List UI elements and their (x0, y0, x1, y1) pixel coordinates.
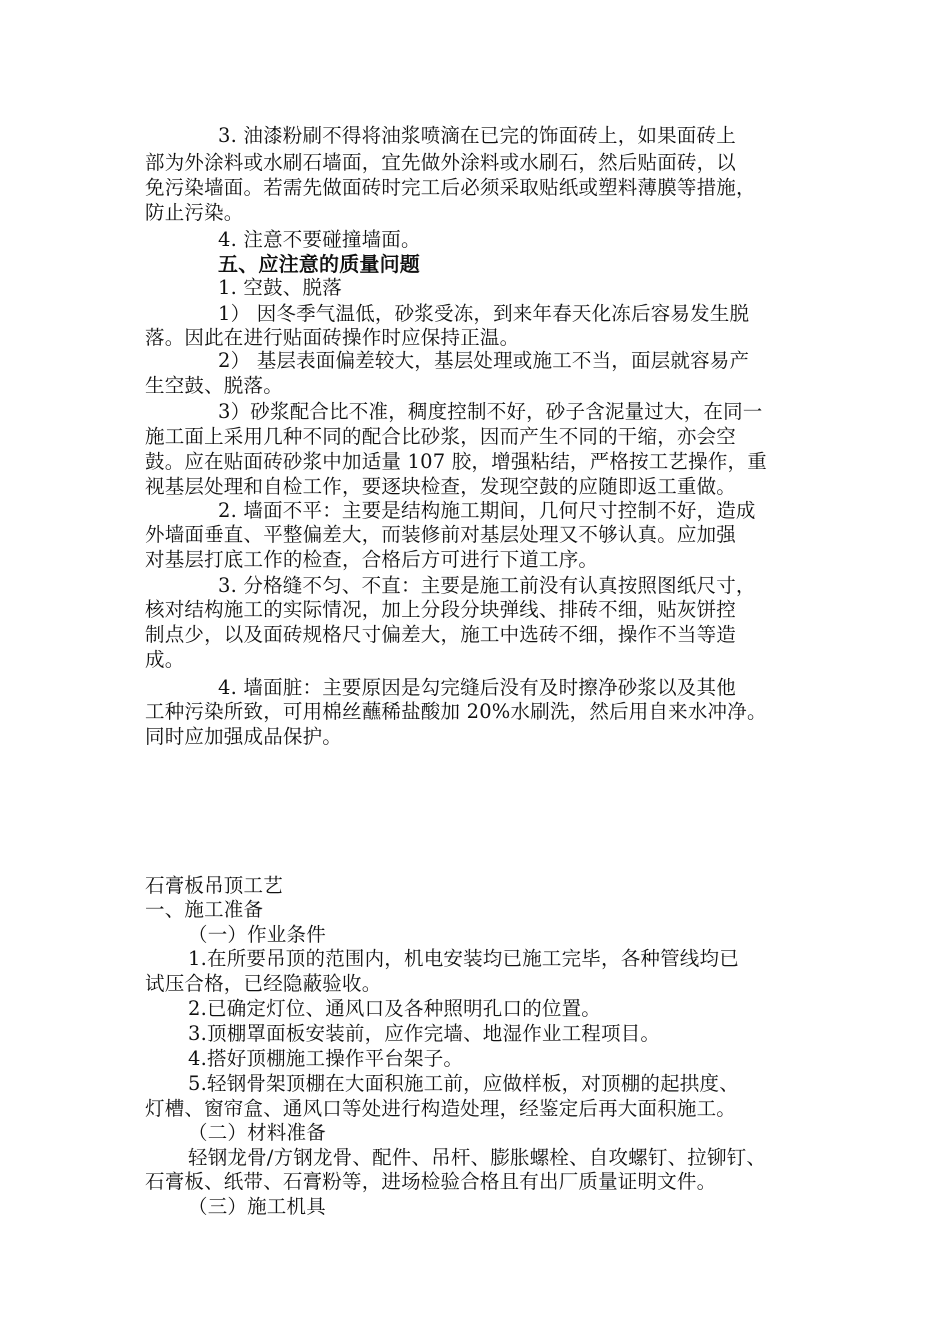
paragraph-line: 外墙面垂直、平整偏差大，而装修前对基层处理又不够认真。应加强 (145, 523, 737, 546)
paragraph-line: 3. 分格缝不匀、不直：主要是施工前没有认真按照图纸尺寸， (218, 574, 756, 597)
paragraph-line: 1） 因冬季气温低，砂浆受冻，到来年春天化冻后容易发生脱 (218, 302, 750, 325)
paragraph-line: 防止污染。 (145, 201, 244, 224)
paragraph-line: 工种污染所致，可用棉丝蘸稀盐酸加 20%水刷洗，然后用自来水冲净。 (145, 700, 767, 723)
paragraph-line: 灯槽、窗帘盒、通风口等处进行构造处理，经鉴定后再大面积施工。 (145, 1097, 737, 1120)
paragraph-line: 试压合格，已经隐蔽验收。 (145, 972, 382, 995)
paragraph-line: 轻钢龙骨/方钢龙骨、配件、吊杆、膨胀螺栓、自攻螺钉、拉铆钉、 (188, 1146, 767, 1169)
paragraph-line: 视基层处理和自检工作，要逐块检查，发现空鼓的应随即返工重做。 (145, 475, 737, 498)
document-title: 石膏板吊顶工艺 (145, 874, 283, 897)
paragraph-line: 施工面上采用几种不同的配合比砂浆，因而产生不同的干缩，亦会空 (145, 425, 737, 448)
paragraph-line: 落。因此在进行贴面砖操作时应保持正温。 (145, 326, 520, 349)
paragraph-line: 4.搭好顶棚施工操作平台架子。 (188, 1047, 464, 1070)
paragraph-line: 3.顶棚罩面板安装前，应作完墙、地湿作业工程项目。 (188, 1022, 661, 1045)
paragraph-line: 2. 墙面不平：主要是结构施工期间，几何尺寸控制不好，造成 (218, 499, 756, 522)
paragraph-line: 生空鼓、脱落。 (145, 374, 283, 397)
paragraph-line: （二）材料准备 (188, 1121, 326, 1144)
paragraph-line: 2） 基层表面偏差较大，基层处理或施工不当，面层就容易产 (218, 349, 750, 372)
paragraph-line: 核对结构施工的实际情况，加上分段分块弹线、排砖不细，贴灰饼控 (145, 598, 737, 621)
paragraph-line: 3）砂浆配合比不准，稠度控制不好，砂子含泥量过大，在同一 (218, 400, 763, 423)
paragraph-line: 1. 空鼓、脱落 (218, 276, 342, 299)
paragraph-line: （三）施工机具 (188, 1195, 326, 1218)
paragraph-line: 2.已确定灯位、通风口及各种照明孔口的位置。 (188, 997, 602, 1020)
paragraph-line: 同时应加强成品保护。 (145, 725, 343, 748)
paragraph-line: 4. 注意不要碰撞墙面。 (218, 228, 421, 251)
section-heading: 五、应注意的质量问题 (218, 252, 420, 276)
paragraph-line: 对基层打底工作的检查，合格后方可进行下道工序。 (145, 548, 599, 571)
paragraph-line: 制点少，以及面砖规格尺寸偏差大，施工中选砖不细，操作不当等造 (145, 623, 737, 646)
paragraph-line: 免污染墙面。若需先做面砖时完工后必须采取贴纸或塑料薄膜等措施， (145, 176, 756, 199)
paragraph-line: 1.在所要吊顶的范围内，机电安装均已施工完毕，各种管线均已 (188, 947, 739, 970)
paragraph-line: 一、施工准备 (145, 898, 264, 921)
paragraph-line: 4. 墙面脏：主要原因是勾完缝后没有及时擦净砂浆以及其他 (218, 676, 736, 699)
paragraph-line: 3. 油漆粉刷不得将油浆喷滴在已完的饰面砖上，如果面砖上 (218, 124, 736, 147)
paragraph-line: 5.轻钢骨架顶棚在大面积施工前，应做样板，对顶棚的起拱度、 (188, 1072, 739, 1095)
paragraph-line: 成。 (145, 648, 185, 671)
paragraph-line: （一）作业条件 (188, 923, 326, 946)
paragraph-line: 部为外涂料或水刷石墙面，宜先做外涂料或水刷石，然后贴面砖，以 (145, 151, 737, 174)
paragraph-line: 鼓。应在贴面砖砂浆中加适量 107 胶，增强粘结，严格按工艺操作，重 (145, 450, 767, 473)
paragraph-line: 石膏板、纸带、石膏粉等，进场检验合格且有出厂质量证明文件。 (145, 1170, 717, 1193)
